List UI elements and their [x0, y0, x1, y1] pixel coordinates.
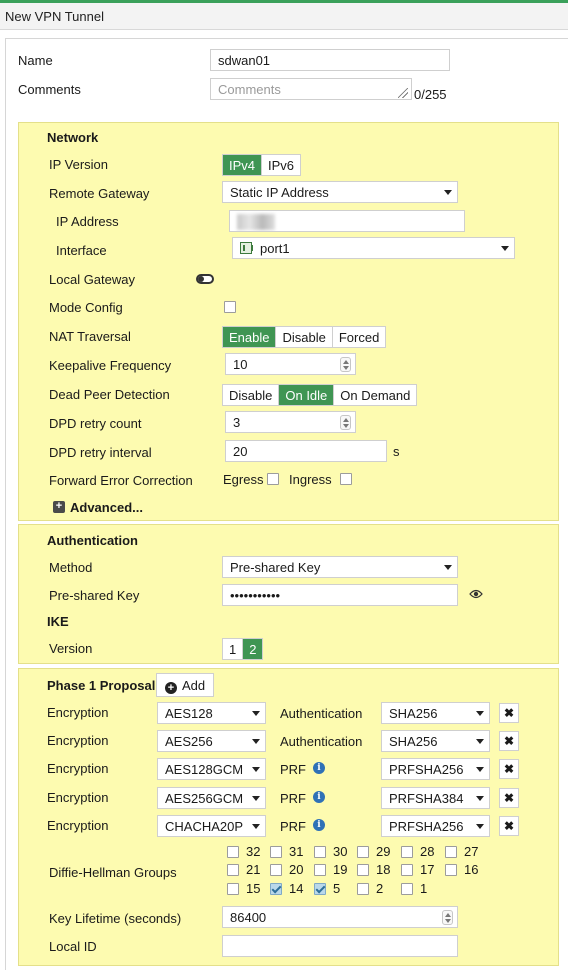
name-input[interactable]: sdwan01	[210, 49, 450, 71]
dh-group-19-checkbox[interactable]	[314, 864, 326, 876]
ike-version-label: Version	[49, 641, 93, 656]
ip-version-ipv4[interactable]: IPv4	[223, 155, 262, 175]
ip-version-toggle	[222, 154, 301, 176]
info-icon[interactable]: i	[313, 762, 325, 774]
ip-address-input[interactable]	[229, 210, 465, 232]
ip-version-ipv6[interactable]: IPv6	[268, 158, 295, 173]
nat-disable[interactable]: Disable	[276, 327, 332, 347]
ip-version-label: IP Version	[49, 157, 109, 172]
comments-textarea[interactable]: Comments	[210, 78, 412, 100]
dh-group-21-label: 21	[246, 862, 261, 877]
dpd-label: Dead Peer Detection	[49, 387, 170, 402]
encryption-label: Encryption	[47, 761, 109, 777]
interface-label: Interface	[56, 243, 107, 258]
remote-gateway-value: Static IP Address	[230, 185, 329, 200]
encryption-label: Encryption	[47, 789, 109, 805]
encryption-select[interactable]	[157, 815, 266, 837]
add-proposal-label: Add	[182, 678, 206, 693]
chevron-down-icon	[501, 246, 509, 251]
nat-traversal-toggle	[222, 326, 386, 348]
chevron-down-icon	[444, 565, 452, 570]
key-lifetime-input[interactable]	[222, 906, 458, 928]
encryption-select[interactable]	[157, 758, 266, 780]
dh-group-5-checkbox[interactable]	[314, 883, 326, 895]
remove-proposal-button[interactable]: ✖	[499, 703, 519, 723]
window-title: New VPN Tunnel	[5, 9, 104, 24]
authentication-label: Authentication	[280, 734, 363, 750]
encryption-label: Encryption	[47, 733, 109, 749]
key-lifetime-label: Key Lifetime (seconds)	[49, 911, 182, 926]
dh-group-29-checkbox[interactable]	[357, 846, 369, 858]
encryption-value: CHACHA20P	[165, 818, 244, 834]
local-gateway-label: Local Gateway	[49, 272, 135, 287]
dpd-retry-count-label: DPD retry count	[49, 416, 142, 431]
dh-group-28-label: 28	[420, 844, 435, 859]
remove-proposal-button[interactable]: ✖	[499, 788, 519, 808]
method-value: Pre-shared Key	[230, 560, 321, 575]
authentication-select[interactable]	[381, 702, 490, 724]
plus-circle-icon: +	[165, 682, 177, 694]
dh-group-18-label: 18	[376, 862, 391, 877]
dpd-retry-interval-input[interactable]: 20	[225, 440, 387, 462]
authentication-heading: Authentication	[47, 533, 138, 548]
ike-version-2[interactable]: 2	[243, 639, 262, 659]
nat-enable[interactable]: Enable	[223, 327, 276, 347]
dh-groups-label: Diffie-Hellman Groups	[49, 865, 177, 880]
ike-heading: IKE	[47, 614, 69, 629]
resize-grip-icon[interactable]	[398, 88, 408, 98]
dh-group-31-checkbox[interactable]	[270, 846, 282, 858]
ike-version-toggle	[222, 638, 263, 660]
psk-label: Pre-shared Key	[49, 588, 140, 603]
keepalive-input[interactable]	[225, 353, 356, 375]
encryption-label: Encryption	[47, 705, 109, 720]
ip-address-label: IP Address	[56, 214, 119, 229]
prf-label: PRF	[280, 790, 306, 806]
encryption-select[interactable]	[157, 787, 266, 809]
dh-group-1-label: 1	[420, 881, 428, 896]
method-label: Method	[49, 560, 93, 575]
dh-group-14-label: 14	[289, 881, 304, 896]
remote-gateway-label: Remote Gateway	[49, 186, 150, 201]
mode-config-checkbox[interactable]	[224, 301, 236, 313]
dpd-retry-interval-unit: s	[393, 444, 400, 459]
dh-group-14-checkbox[interactable]	[270, 883, 282, 895]
fec-egress-label: Egress	[223, 472, 264, 487]
dh-group-29-label: 29	[376, 844, 391, 859]
dpd-on-idle[interactable]: On Idle	[279, 385, 334, 405]
dh-group-16-checkbox[interactable]	[445, 864, 457, 876]
dh-group-27-checkbox[interactable]	[445, 846, 457, 858]
dh-group-17-checkbox[interactable]	[401, 864, 413, 876]
chevron-down-icon	[476, 739, 484, 744]
port-icon	[240, 242, 252, 254]
chevron-down-icon	[476, 711, 484, 716]
chevron-down-icon	[252, 796, 260, 801]
local-id-label: Local ID	[49, 939, 97, 954]
authentication-value: SHA256	[389, 734, 438, 750]
chevron-down-icon	[444, 190, 452, 195]
ike-version-1[interactable]: 1	[223, 639, 243, 659]
chevron-down-icon	[252, 711, 260, 716]
chevron-down-icon	[476, 796, 484, 801]
authentication-select[interactable]	[381, 730, 490, 752]
dh-group-20-label: 20	[289, 862, 304, 877]
encryption-select[interactable]	[157, 730, 266, 752]
dh-group-15-checkbox[interactable]	[227, 883, 239, 895]
dh-group-5-label: 5	[333, 881, 341, 896]
dh-group-30-checkbox[interactable]	[314, 846, 326, 858]
comments-char-count: 0/255	[414, 87, 447, 102]
remove-proposal-button[interactable]: ✖	[499, 759, 519, 779]
dh-group-28-checkbox[interactable]	[401, 846, 413, 858]
name-label: Name	[18, 53, 53, 68]
comments-label: Comments	[18, 82, 81, 97]
nat-traversal-label: NAT Traversal	[49, 329, 131, 344]
add-proposal-button[interactable]	[156, 673, 214, 697]
prf-value: PRFSHA256	[389, 818, 464, 834]
dh-group-16-label: 16	[464, 862, 479, 877]
interface-select[interactable]	[232, 237, 515, 259]
dpd-toggle	[222, 384, 417, 406]
chevron-down-icon	[476, 767, 484, 772]
keepalive-value: 10	[233, 357, 248, 372]
keepalive-label: Keepalive Frequency	[49, 358, 172, 373]
info-icon[interactable]: i	[313, 791, 325, 803]
remove-proposal-button[interactable]: ✖	[499, 816, 519, 836]
encryption-value: AES128	[165, 706, 213, 721]
dh-group-17-label: 17	[420, 862, 435, 877]
authentication-label: Authentication	[280, 706, 363, 721]
dpd-disable[interactable]: Disable	[223, 385, 279, 405]
dh-group-19-label: 19	[333, 862, 348, 877]
key-lifetime-value: 86400	[230, 910, 267, 925]
stepper-icon[interactable]	[340, 415, 351, 430]
encryption-value: AES256	[165, 734, 213, 750]
psk-input[interactable]: •••••••••••	[222, 584, 458, 606]
authentication-value: SHA256	[389, 706, 438, 721]
dh-group-1-checkbox[interactable]	[401, 883, 413, 895]
dh-group-31-label: 31	[289, 844, 304, 859]
window-titlebar	[0, 3, 568, 30]
dpd-retry-count-input[interactable]	[225, 411, 356, 433]
prf-select[interactable]	[381, 758, 490, 780]
local-gateway-toggle[interactable]	[196, 274, 214, 284]
chevron-down-icon	[252, 739, 260, 744]
encryption-value: AES128GCM	[165, 762, 244, 778]
chevron-down-icon	[252, 824, 260, 829]
remove-proposal-button[interactable]: ✖	[499, 731, 519, 751]
dpd-retry-count-value: 3	[233, 415, 241, 430]
fec-egress-checkbox[interactable]	[267, 473, 279, 485]
dpd-on-demand[interactable]: On Demand	[340, 388, 411, 403]
encryption-label: Encryption	[47, 817, 109, 833]
phase1-heading: Phase 1 Proposal	[47, 678, 156, 693]
dh-group-18-checkbox[interactable]	[357, 864, 369, 876]
method-select[interactable]	[222, 556, 458, 578]
mode-config-label: Mode Config	[49, 300, 123, 315]
remote-gateway-select[interactable]	[222, 181, 458, 203]
info-icon[interactable]: i	[313, 819, 325, 831]
expand-plus-icon[interactable]: +	[53, 501, 65, 513]
dh-group-2-label: 2	[376, 881, 384, 896]
chevron-down-icon	[476, 824, 484, 829]
encryption-select[interactable]	[157, 702, 266, 724]
dh-group-27-label: 27	[464, 844, 479, 859]
eye-icon[interactable]	[469, 588, 483, 600]
prf-label: PRF	[280, 762, 306, 778]
dh-group-21-checkbox[interactable]	[227, 864, 239, 876]
interface-value: port1	[260, 241, 290, 256]
dh-group-20-checkbox[interactable]	[270, 864, 282, 876]
redacted-ip-blur	[237, 214, 275, 230]
prf-select[interactable]	[381, 815, 490, 837]
nat-forced[interactable]: Forced	[338, 330, 380, 345]
fec-ingress-label: Ingress	[289, 472, 332, 487]
prf-select[interactable]	[381, 787, 490, 809]
network-heading: Network	[47, 130, 99, 145]
chevron-down-icon	[252, 767, 260, 772]
dh-group-30-label: 30	[333, 844, 348, 859]
prf-value: PRFSHA256	[389, 762, 464, 778]
dh-group-32-checkbox[interactable]	[227, 846, 239, 858]
prf-label: PRF	[280, 818, 306, 834]
dh-group-15-label: 15	[246, 881, 261, 896]
advanced-link[interactable]: Advanced...	[70, 500, 143, 515]
fec-ingress-checkbox[interactable]	[340, 473, 352, 485]
dh-group-2-checkbox[interactable]	[357, 883, 369, 895]
encryption-value: AES256GCM	[165, 790, 244, 806]
local-id-input[interactable]	[222, 935, 458, 957]
prf-value: PRFSHA384	[389, 790, 464, 806]
dpd-retry-interval-label: DPD retry interval	[49, 445, 152, 460]
stepper-icon[interactable]	[442, 910, 453, 925]
fec-label: Forward Error Correction	[49, 473, 193, 488]
stepper-icon[interactable]	[340, 357, 351, 372]
dh-group-32-label: 32	[246, 844, 261, 859]
